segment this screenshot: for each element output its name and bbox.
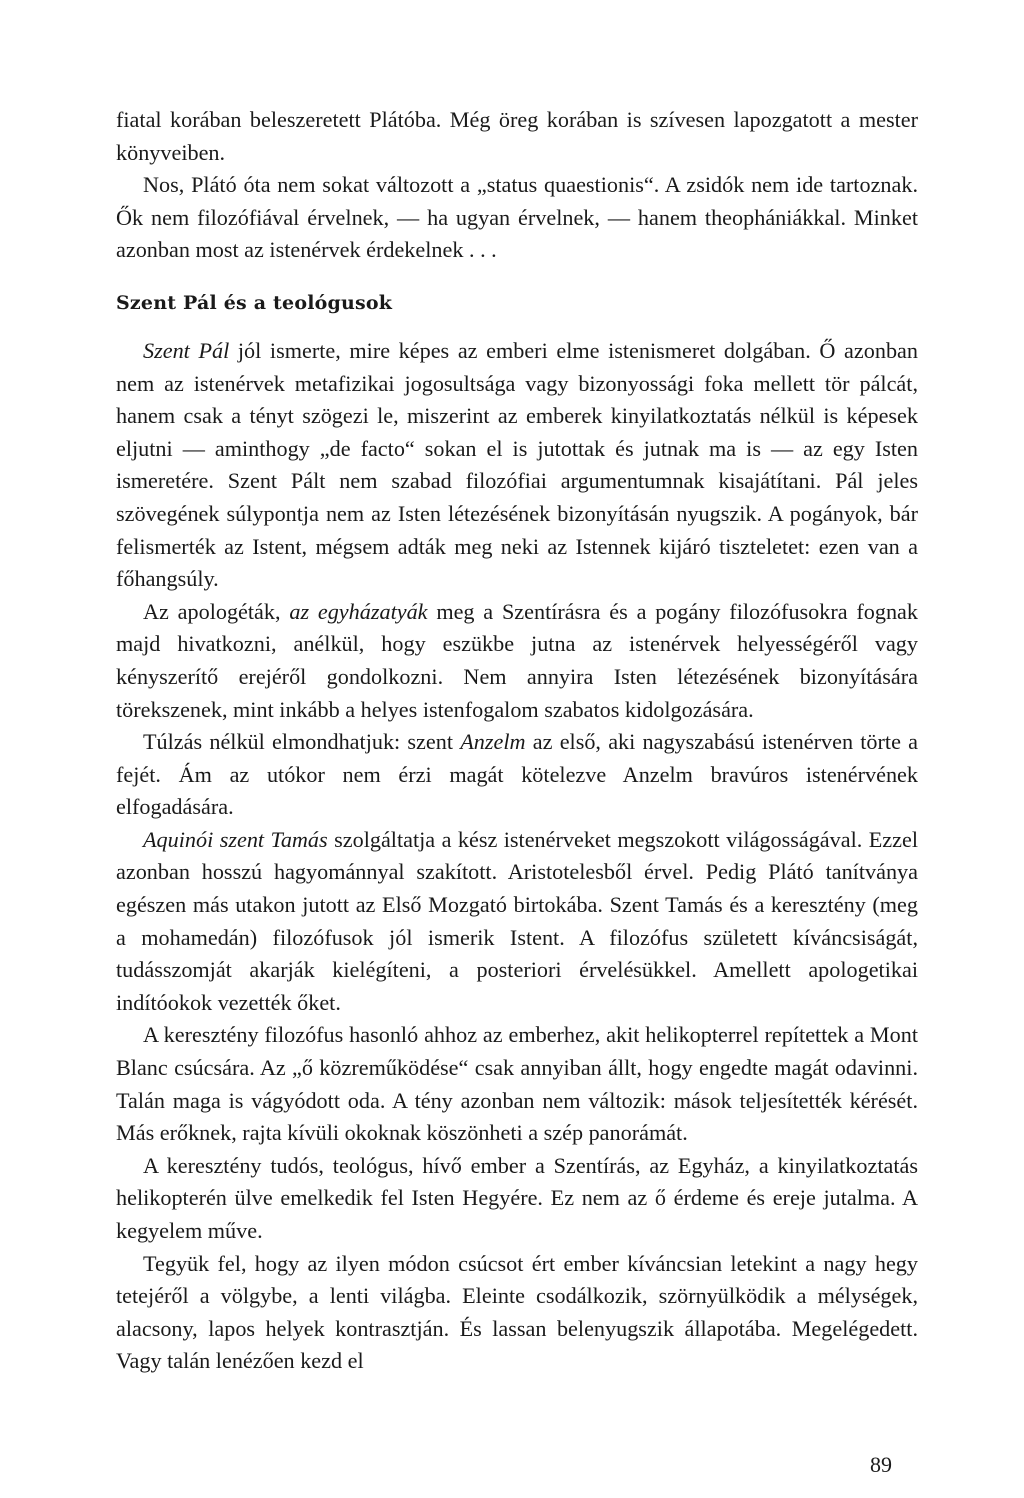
paragraph (116, 726, 918, 824)
paragraph (116, 1248, 918, 1378)
opening-paragraphs (116, 104, 918, 267)
paragraph-text: Túlzás nélkül elmondhatjuk: szent (143, 729, 461, 755)
section-heading: Szent Pál és a teológusok (116, 291, 393, 314)
paragraph (116, 596, 918, 726)
paragraph (116, 104, 918, 169)
italic-text: az egyházatyák (289, 598, 428, 624)
paragraph-text: Az apologéták, (143, 598, 290, 624)
page-number: 89 (870, 1452, 892, 1477)
italic-text: Szent Pál (143, 337, 230, 363)
section-paragraphs (116, 335, 918, 1378)
paragraph-text: Tegyük fel, hogy az ilyen módon csúcsot ért ember kíváncsian letekint a nagy hegy tetejéről a völgybe, a lenti világba. Eleinte csodálkozik, szörnyülködik a mélységek, alacsony, lapos helyek kontrasztján. És lassan belenyugszik állapotába. Megelégedett. Vagy talán lenézően kezd el (116, 1250, 918, 1374)
paragraph (116, 824, 918, 1020)
paragraph-text: az első, aki nagyszabású istenérven törte a fejét. Ám az utókor nem érzi magát kötelezve Anzelm bravúros istenérvének elfogadására. (116, 729, 918, 820)
paragraph-text: jól ismerte, mire képes az emberi elme istenismeret dolgában. Ő azonban nem az istenérvek metafizikai jogosultsága vagy bizonyossági foka mellett tör pálcát, hanem csak a tényt szögezi le, miszerint az emberek kinyilatkoztatás nélkül is képesek eljutni — aminthogy „de facto“ sokan el is jutottak és jutnak ma is — az egy Isten ismeretére. Szent Pált nem szabad filozófiai argumentumnak kisajátítani. Pál jeles szövegének súlypontja nem az Isten létezésének bizonyításán nyugszik. A pogányok, bár felismerték az Istent, mégsem adták meg neki az Istennek kijáró tiszteletet: ezen van a főhangsúly. (116, 337, 918, 592)
paragraph (116, 169, 918, 267)
paragraph (116, 335, 918, 596)
paragraph-text: fiatal korában beleszeretett Plátóba. Még öreg korában is szívesen lapozgatott a mester könyveiben. (116, 107, 918, 165)
paragraph-text: szolgáltatja a kész istenérveket megszokott világosságával. Ezzel azonban hosszú hagyománnyal szakított. Aristotelesből érvel. Pedig Plátó tanítványa egészen más utakon jutott az Első Mozgató birtokába. Szent Tamás és a keresztény (meg a mohamedán) filozófusok jól ismerik Istent. A filozófus született kíváncsiságát, tudásszomját akarják kielégíteni, a posteriori érvelésükkel. Amellett apologetikai indítóokok vezették őket. (116, 826, 918, 1015)
paragraph-text: A keresztény tudós, teológus, hívő ember a Szentírás, az Egyház, a kinyilatkoztatás helikopterén ülve emelkedik fel Isten Hegyére. Ez nem az ő érdeme és ereje jutalma. A kegyelem műve. (116, 1152, 918, 1243)
italic-text: Anzelm (460, 729, 526, 755)
paragraph-text: meg a Szentírásra és a pogány filozófusokra fognak majd hivatkozni, anélkül, hogy eszükbe jutna az istenérvek helyességéről vagy kényszerítő erejéről gondolkozni. Nem annyira Isten létezésének bizonyítására törekszenek, mint inkább a helyes istenfogalom szabatos kidolgozására. (116, 598, 919, 722)
paragraph (116, 1150, 918, 1248)
paragraph-text: Nos, Plátó óta nem sokat változott a „status quaestionis“. A zsidók nem ide tartoznak. Ők nem filozófiával érvelnek, — ha ugyan érvelnek, — hanem theophániákkal. Minket azonban most az istenérvek érdekelnek . . . (116, 172, 918, 263)
page-body (116, 104, 918, 1378)
paragraph (116, 1019, 918, 1149)
paragraph-text: A keresztény filozófus hasonló ahhoz az emberhez, akit helikopterrel repítettek a Mont Blanc csúcsára. Az „ő közreműködése“ csak annyiban állt, hogy engedte magát odavinni. Talán maga is vágyódott oda. A tény azonban nem változik: mások teljesítették kérését. Más erőknek, rajta kívüli okoknak köszönheti a szép panorámát. (116, 1022, 918, 1146)
italic-text: Aquinói szent Tamás (143, 826, 328, 852)
